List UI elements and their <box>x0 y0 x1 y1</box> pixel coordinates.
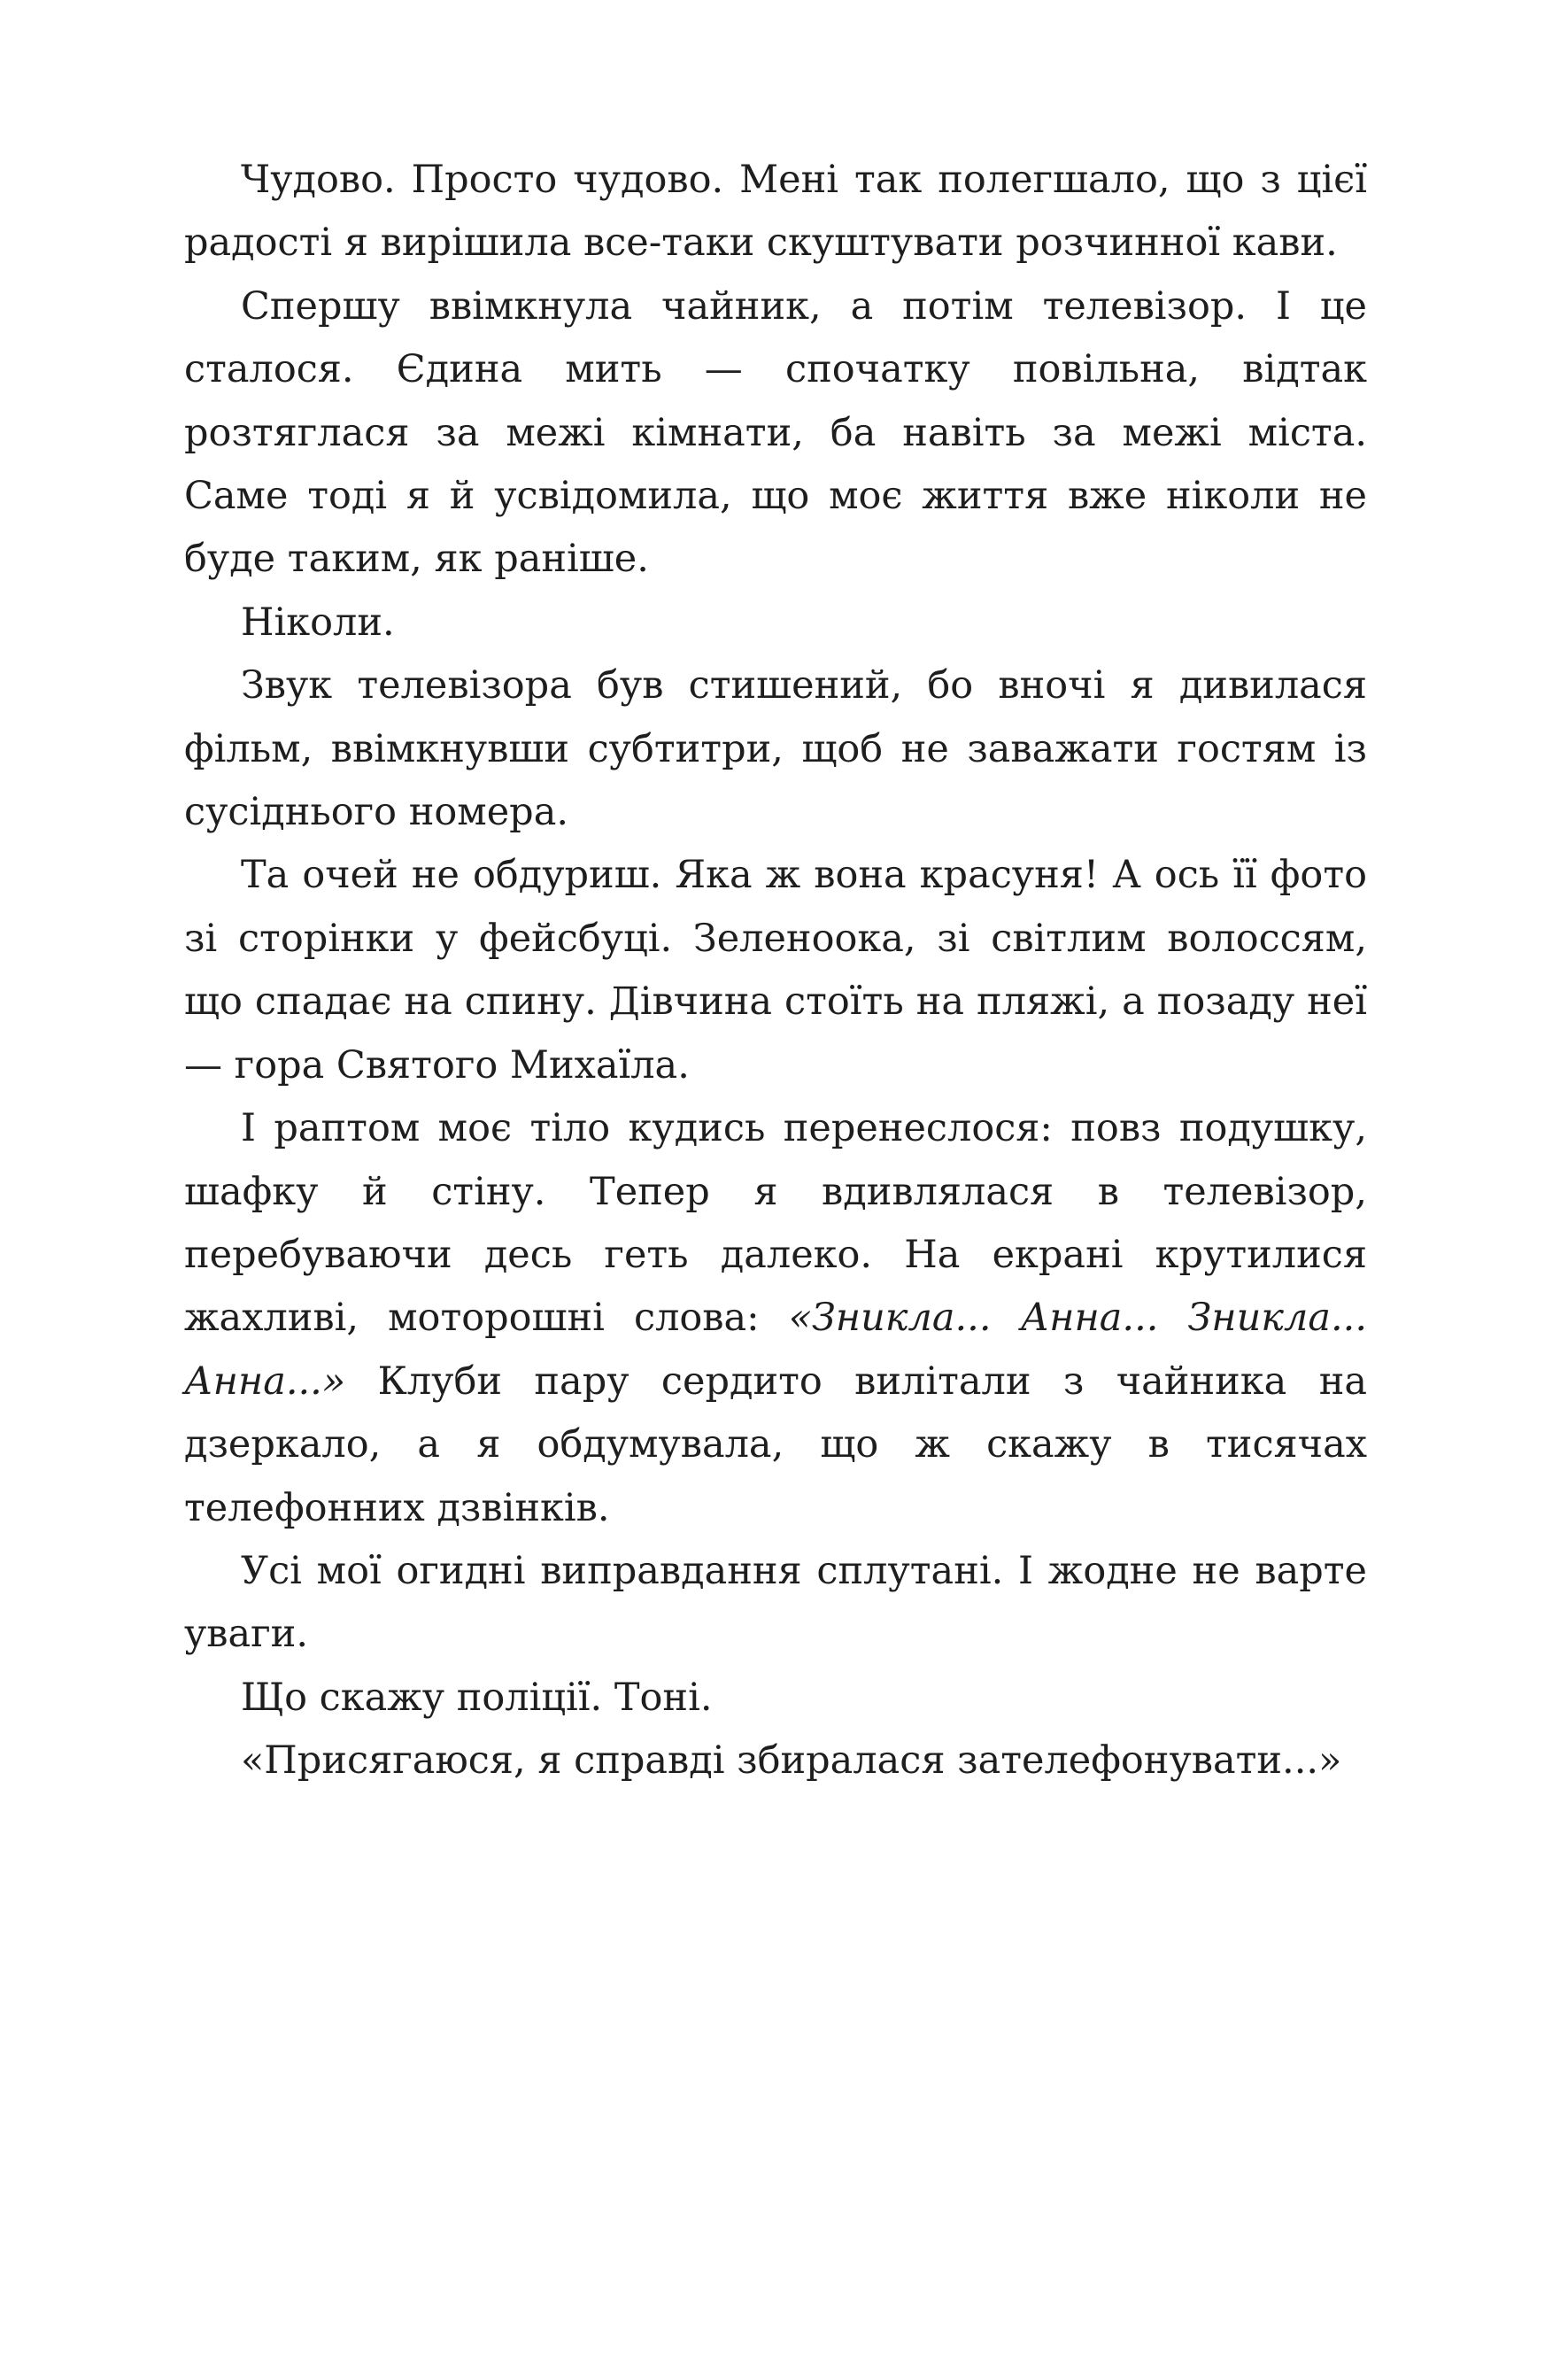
page-text <box>184 149 1367 1793</box>
paragraph <box>184 1097 1367 1540</box>
paragraph-text: Звук телевізора був стишений, бо вночі я дивилася фільм, ввімкнувши субтитри, щоб не заважати гостям із сусіднього номера. <box>184 663 1367 835</box>
paragraph-text: Чудово. Просто чудово. Мені так полегшало, що з цієї радості я вирішила все-таки скуштувати розчинної кави. <box>184 158 1367 266</box>
paragraph <box>184 844 1367 1097</box>
paragraph-text: Та очей не обдуриш. Яка ж вона красуня! А ось її фото зі сторінки у фейсбуці. Зеленоока, зі світлим волоссям, що спадає на спину. Дівчина стоїть на пляжі, а позаду неї — гора Святого Михаїла. <box>184 853 1367 1087</box>
paragraph <box>184 654 1367 844</box>
paragraph <box>184 1540 1367 1667</box>
paragraph <box>184 149 1367 275</box>
paragraph-text: Спершу ввімкнула чайник, а потім телевізор. І це сталося. Єдина мить — спочатку повільна, відтак розтяглася за межі кімнати, ба навіть за межі міста. Саме тоді я й усвідомила, що моє життя вже ніколи не буде таким, як раніше. <box>184 283 1367 582</box>
paragraph-text: «Присягаюся, я справді збиралася зателефонувати...» <box>241 1738 1342 1784</box>
paragraph <box>184 275 1367 592</box>
paragraph-text: Клуби пару сердито вилітали з чайника на дзеркало, а я обдумувала, що ж скажу в тисячах телефонних дзвінків. <box>184 1358 1367 1530</box>
paragraph-text: І раптом моє тіло кудись перенеслося: повз подушку, шафку й стіну. Тепер я вдивлялася в телевізор, перебуваючи десь геть далеко. На екрані крутилися жахливі, моторошні слова: <box>184 1106 1367 1341</box>
paragraph <box>184 1730 1367 1792</box>
italic-quote: «Зникла... Анна... Зникла... Анна...» <box>184 1296 1367 1404</box>
paragraph-text: Усі мої огидні виправдання сплутані. І жодне не варте уваги. <box>184 1548 1367 1657</box>
paragraph <box>184 1667 1367 1730</box>
paragraph <box>184 592 1367 654</box>
paragraph-text: Що скажу поліції. Тоні. <box>241 1675 713 1720</box>
paragraph-text: Ніколи. <box>241 600 395 645</box>
